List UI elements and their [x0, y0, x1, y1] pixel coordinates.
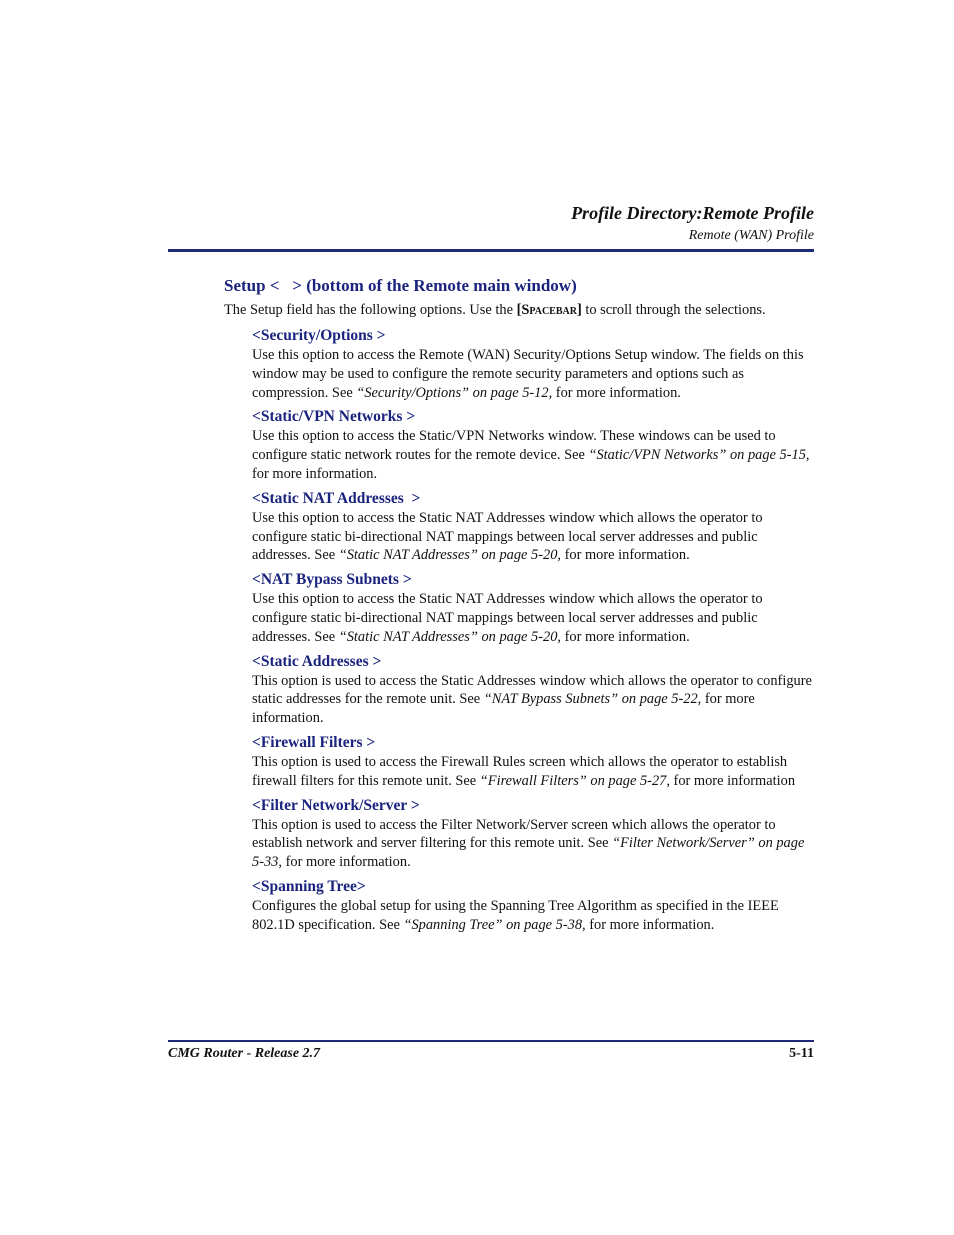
cross-reference-link[interactable]: “Static NAT Addresses” on page 5-20: [338, 547, 558, 564]
option-description: [252, 427, 814, 483]
option-description: [252, 346, 814, 402]
intro-text-after: to scroll through the selections.: [581, 302, 766, 318]
option-text-end: , for more information.: [252, 691, 755, 727]
option-text-end: , for more information.: [252, 447, 810, 482]
option-text: This option is used to access the Static Addresses window which allows the operator to configure static addresses for the remote unit. See: [252, 672, 812, 708]
cross-reference-link[interactable]: “NAT Bypass Subnets” on page 5-22: [483, 691, 698, 708]
option-text: Use this option to access the Static NAT Addresses window which allows the operator to configure static bi-directional NAT mappings between local server addresses and public addresses. See: [252, 509, 763, 564]
page-content: [224, 276, 814, 940]
cross-reference-link[interactable]: “Firewall Filters” on page 5-27: [479, 772, 667, 789]
option-title: <Static Addresses >: [252, 652, 382, 670]
option-static-nat-addresses: [252, 489, 814, 565]
option-title: <Static NAT Addresses >: [252, 489, 421, 507]
option-spanning-tree: [252, 877, 814, 935]
section-heading: Setup < > (bottom of the Remote main window): [224, 276, 577, 295]
options-list: [252, 326, 814, 935]
section-intro: [224, 301, 814, 320]
option-static-vpn-networks: [252, 407, 814, 483]
option-description: [252, 816, 814, 872]
option-text: Use this option to access the Static/VPN Networks window. These windows can be used to configure static network routes for the remote device. See: [252, 428, 776, 464]
option-text: Use this option to access the Static NAT Addresses window which allows the operator to configure static bi-directional NAT mappings between local server addresses and public addresses. See: [252, 591, 763, 645]
cross-reference-link[interactable]: “Static NAT Addresses” on page 5-20: [338, 628, 558, 645]
option-description: [252, 590, 814, 646]
option-description: [252, 509, 814, 565]
footer-product-release: CMG Router - Release 2.7: [168, 1046, 321, 1061]
option-description: [252, 672, 814, 728]
option-nat-bypass-subnets: [252, 570, 814, 646]
spacebar-key: [Spacebar]: [516, 302, 582, 318]
option-static-addresses: [252, 652, 814, 728]
option-text-end: , for more information.: [557, 628, 690, 645]
header-divider: [168, 249, 814, 252]
option-description: [252, 753, 814, 791]
cross-reference-link[interactable]: “Spanning Tree” on page 5-38,: [403, 916, 586, 933]
option-text-end: for more information.: [552, 384, 681, 401]
option-description: [252, 897, 814, 935]
cross-reference-link[interactable]: “Filter Network/Server” on page 5-33: [252, 835, 805, 871]
option-title: <Security/Options >: [252, 327, 386, 344]
option-text: Configures the global setup for using the Spanning Tree Algorithm as specified in the IEEE 802.1D specification. See: [252, 897, 779, 933]
page-number: 5-11: [789, 1046, 814, 1061]
option-firewall-filters: [252, 733, 814, 791]
running-header-title: Profile Directory:Remote Profile: [571, 203, 814, 223]
footer-divider: [168, 1040, 814, 1042]
cross-reference-link[interactable]: “Static/VPN Networks” on page 5-15: [588, 447, 806, 464]
option-title: <Filter Network/Server >: [252, 796, 420, 814]
option-title: <Firewall Filters >: [252, 733, 376, 751]
option-text: Use this option to access the Remote (WAN) Security/Options Setup window. The fields on this window may be used to configure the remote security parameters and options such as compression. See: [252, 347, 804, 401]
running-header-subtitle: Remote (WAN) Profile: [688, 228, 814, 243]
option-text-end: , for more information: [666, 772, 796, 789]
option-text: This option is used to access the Filter Network/Server screen which allows the operator to establish network and server filtering for this remote unit. See: [252, 816, 776, 852]
cross-reference-link[interactable]: “Security/Options” on page 5-12,: [356, 384, 553, 401]
option-text: This option is used to access the Firewall Rules screen which allows the operator to establish firewall filters for this remote unit. See: [252, 753, 788, 789]
option-filter-network-server: [252, 796, 814, 872]
option-text-end: for more information.: [585, 916, 715, 933]
intro-text-before: The Setup field has the following options. Use the: [224, 302, 517, 318]
option-title: <Static/VPN Networks >: [252, 408, 416, 426]
option-text-end: , for more information.: [278, 854, 411, 871]
option-text-end: , for more information.: [557, 547, 690, 564]
option-title: <NAT Bypass Subnets >: [252, 571, 412, 589]
option-title: <Spanning Tree>: [252, 877, 366, 895]
option-security-options: [252, 326, 814, 402]
